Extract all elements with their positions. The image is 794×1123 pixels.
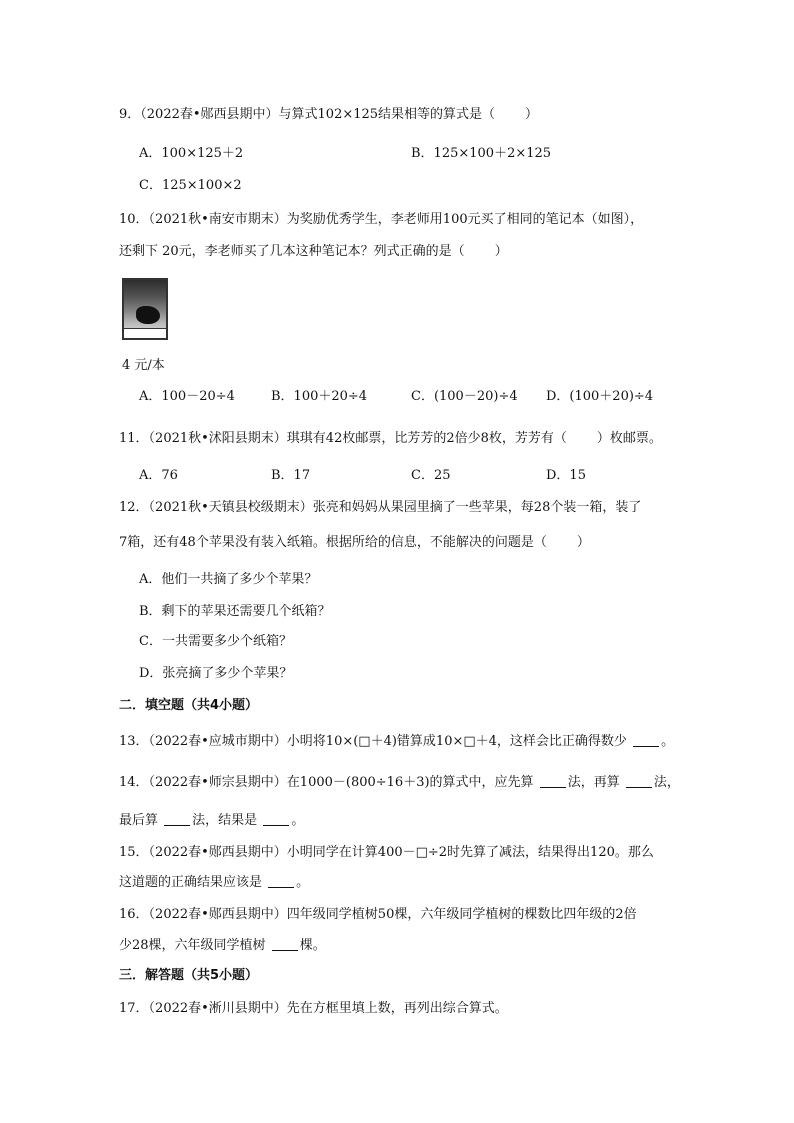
q13-stem: 13．（2022春•应城市期中）小明将10×(□＋4)错算成10×□＋4，这样会比正确得数少 。 (119, 734, 675, 749)
q15-stem-line1: 15．（2022春•郧西县期中）小明同学在计算400－□÷2时先算了减法，结果得出120。那么 (119, 845, 654, 860)
notebook-image (122, 278, 168, 340)
q16-stem-line1: 16．（2022春•郧西县期中）四年级同学植树50棵，六年级同学植树的棵数比四年级的2倍 (119, 907, 637, 922)
section-fill-in-heading: 二．填空题（共4小题） (119, 698, 259, 713)
q13-answer-blank[interactable] (633, 732, 659, 747)
q9-stem: 9．（2022春•郧西县期中）与算式102×125结果相等的算式是（ ） (119, 107, 539, 122)
q15-answer-blank[interactable] (268, 873, 294, 888)
q10-option-a[interactable]: A．100－20÷4 (139, 389, 235, 404)
q9-option-b[interactable]: B．125×100＋2×125 (411, 146, 552, 161)
q14-stem-line2: 最后算 法，结果是 。 (119, 813, 305, 828)
section-answer-heading: 三．解答题（共5小题） (119, 968, 259, 983)
q10-option-d[interactable]: D．(100＋20)÷4 (546, 389, 654, 404)
q15-stem-line2: 这道题的正确结果应该是 。 (119, 875, 310, 890)
q11-option-a[interactable]: A．76 (139, 468, 178, 483)
q14-stem-line1: 14．（2022春•师宗县期中）在1000－(800÷16＋3)的算式中，应先算 法，再算 法， (119, 775, 680, 790)
q10-stem-line2: 还剩下 20元，李老师买了几本这种笔记本？列式正确的是（ ） (119, 244, 508, 259)
q10-stem-line1: 10．（2021秋•南安市期末）为奖励优秀学生，李老师用100元买了相同的笔记本（如图）， (119, 212, 644, 227)
q9-option-a[interactable]: A．100×125＋2 (139, 146, 244, 161)
q12-stem-line1: 12．（2021秋•天镇县校级期末）张亮和妈妈从果园里摘了一些苹果，每28个装一箱，装了 (119, 500, 642, 515)
q14-blank-4[interactable] (263, 811, 289, 826)
q10-option-b[interactable]: B．100＋20÷4 (271, 389, 368, 404)
notebook-price: 4 元/本 (122, 358, 165, 373)
q12-option-c[interactable]: C．一共需要多少个纸箱？ (139, 634, 292, 649)
q12-stem-line2: 7箱，还有48个苹果没有装入纸箱。根据所给的信息，不能解决的问题是（ ） (119, 535, 590, 550)
q17-stem: 17．（2022春•淅川县期中）先在方框里填上数，再列出综合算式。 (119, 1001, 508, 1016)
q12-option-a[interactable]: A．他们一共摘了多少个苹果？ (139, 572, 318, 587)
notebook-figure (122, 278, 170, 373)
q10-option-c[interactable]: C．(100－20)÷4 (411, 389, 518, 404)
q9-option-c[interactable]: C．125×100×2 (139, 178, 242, 193)
q14-blank-1[interactable] (540, 773, 566, 788)
q14-blank-3[interactable] (164, 811, 190, 826)
q16-stem-line2: 少28棵，六年级同学植树 棵。 (119, 938, 326, 953)
q11-option-d[interactable]: D．15 (546, 468, 586, 483)
q11-option-c[interactable]: C．25 (411, 468, 451, 483)
q14-blank-2[interactable] (626, 773, 652, 788)
q12-option-b[interactable]: B．剩下的苹果还需要几个纸箱？ (139, 604, 331, 619)
q16-answer-blank[interactable] (272, 936, 298, 951)
q11-option-b[interactable]: B．17 (271, 468, 311, 483)
q12-option-d[interactable]: D．张亮摘了多少个苹果？ (139, 666, 293, 681)
q11-stem: 11．（2021秋•沭阳县期末）琪琪有42枚邮票，比芳芳的2倍少8枚，芳芳有（ ）枚邮票。 (119, 431, 662, 446)
